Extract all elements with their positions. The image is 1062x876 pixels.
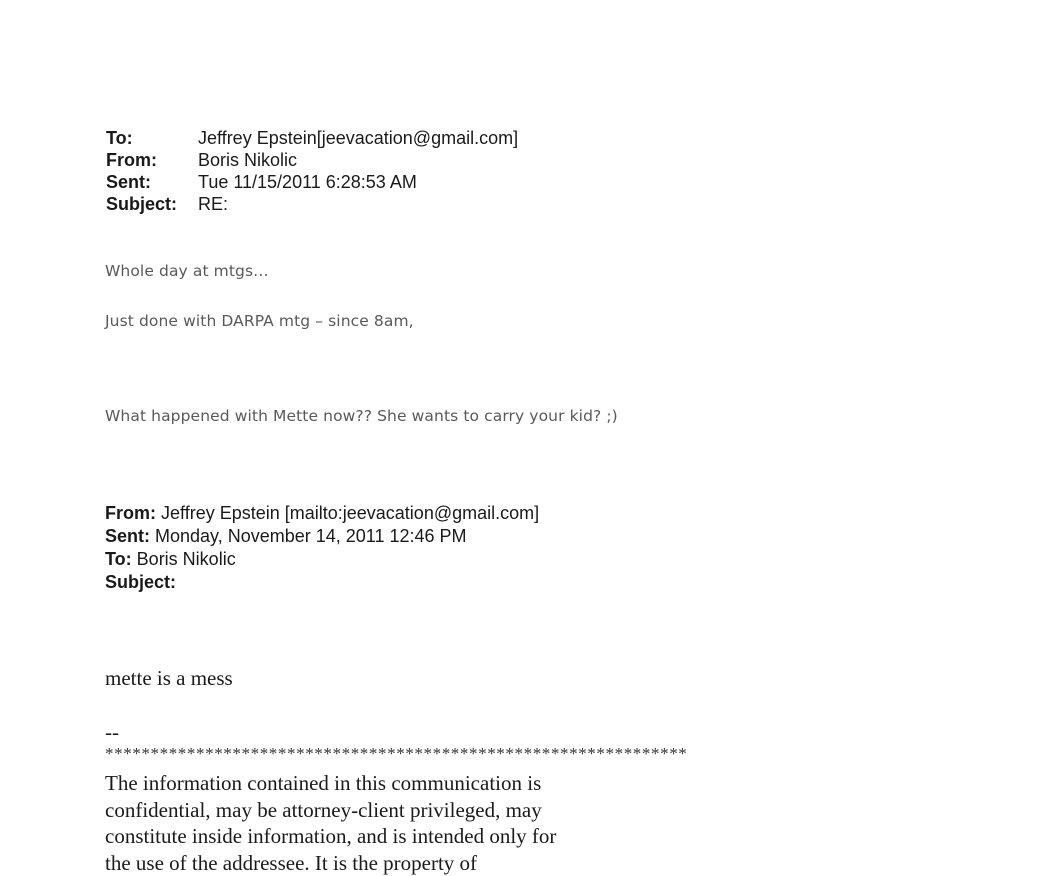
forwarded-sent-value: Monday, November 14, 2011 12:46 PM (155, 526, 467, 546)
reply-line-2: Just done with DARPA mtg – since 8am, (105, 312, 414, 330)
header-from-label: From: (106, 149, 157, 171)
header-sent-value: Tue 11/15/2011 6:28:53 AM (198, 171, 417, 193)
forwarded-to-label: To: (105, 549, 132, 569)
forwarded-subject-row (105, 571, 176, 593)
signature-dashes: -- (105, 720, 119, 745)
forwarded-sent-label: Sent: (105, 526, 150, 546)
forwarded-sent-row (105, 525, 467, 547)
signature-stars: **************************************************************** (105, 744, 687, 764)
forwarded-from-value: Jeffrey Epstein [mailto:jeevacation@gmail.com] (161, 503, 539, 523)
header-from-value: Boris Nikolic (198, 149, 297, 171)
forwarded-to-value: Boris Nikolic (137, 549, 236, 569)
forwarded-from-row (105, 502, 539, 524)
header-to-label: To: (106, 127, 133, 149)
header-subject-label: Subject: (106, 193, 177, 215)
forwarded-from-label: From: (105, 503, 156, 523)
email-header (106, 127, 706, 219)
disclaimer-line-3: constitute inside information, and is intended only for (105, 823, 725, 850)
forwarded-to-row (105, 548, 236, 570)
disclaimer-line-4: the use of the addressee. It is the property of (105, 850, 725, 876)
header-subject-value: RE: (198, 193, 228, 215)
header-to-value: Jeffrey Epstein[jeevacation@gmail.com] (198, 127, 518, 149)
header-sent-label: Sent: (106, 171, 151, 193)
reply-line-1: Whole day at mtgs… (105, 262, 269, 280)
original-message: mette is a mess (105, 666, 233, 691)
disclaimer-line-1: The information contained in this communication is (105, 770, 725, 797)
reply-line-3: What happened with Mette now?? She wants to carry your kid? ;) (105, 407, 618, 425)
disclaimer-line-2: confidential, may be attorney-client privileged, may (105, 797, 725, 824)
disclaimer (105, 770, 725, 876)
forwarded-subject-label: Subject: (105, 572, 176, 592)
